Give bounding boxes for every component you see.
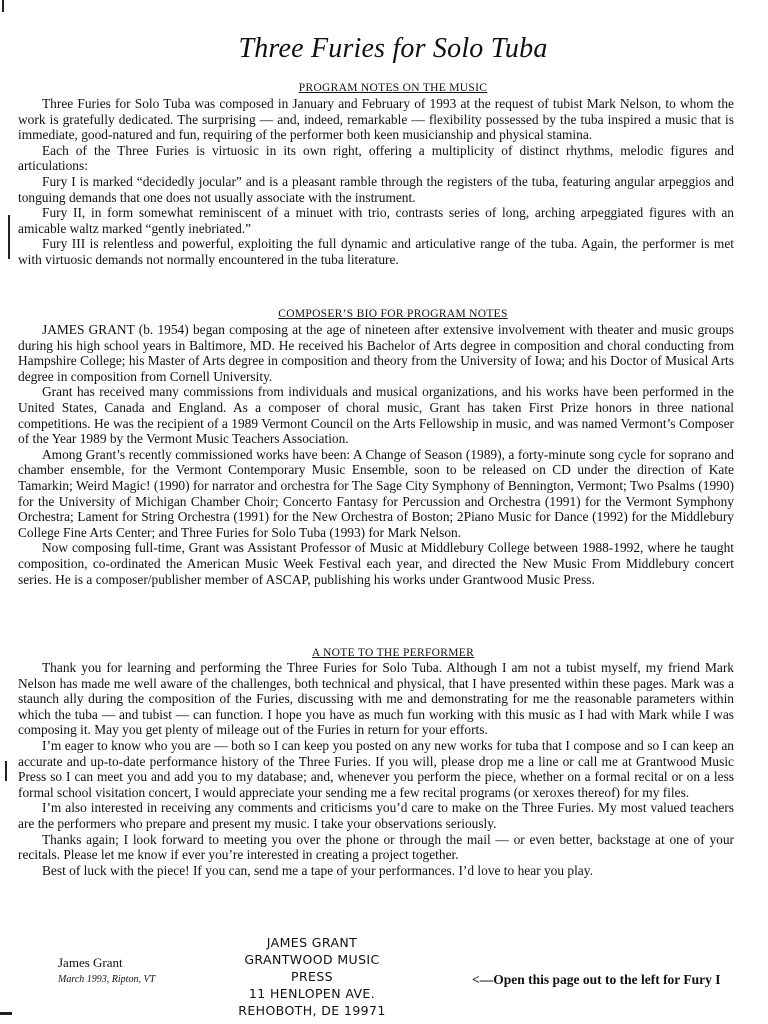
document-title: Three Furies for Solo Tuba — [238, 33, 548, 64]
bio-paragraph: Grant has received many commissions from individuals and musical organizations, and his works have been performed in the United States, Canada and England. As a composer of choral music, Grant has taken First Prize honors in three national competitions. He was the recipient of a 1989 Vermont Council on the Arts Fellowship in music, and was named Vermont’s Composer of the Year 1989 by the Vermont Music Teachers Association. — [18, 384, 734, 447]
stamp-line: 11 HENLOPEN AVE. — [248, 986, 376, 1001]
program-notes-heading: PROGRAM NOTES ON THE MUSIC — [298, 82, 488, 94]
open-page-note: <—Open this page out to the left for Fury I — [472, 972, 721, 987]
performer-note-paragraph: Thanks again; I look forward to meeting you over the phone or through the mail — or even better, backstage at one of your recitals. Please let me know if ever you’re interested in creating a project together. — [18, 831, 734, 863]
binding-mark — [2, 0, 4, 12]
program-notes-paragraph: Three Furies for Solo Tuba was composed in January and February of 1993 at the request of tubist Mark Nelson, to whom the work is gratefully dedicated. The surprising — and, indeed, remarkable — flexibility possessed by the tuba inspired a music that is immediate, good-natured and fun, requiring of the performer both keen musicianship and physical stamina. — [18, 96, 734, 143]
performer-note-paragraph: Thank you for learning and performing the Three Furies for Solo Tuba. Although I am not a tubist myself, my friend Mark Nelson has made me well aware of the challenges, both technical and physical, that I have presented within these pages. Mark was a staunch ally during the composition of the Furies, discussing with me and demonstrating for me the reasonable parameters within which the tuba — and tubist — can function. I hope you have as much fun working with this music as I had with Mark while I was composing it. May you get plenty of mileage out of the Furies in return for your efforts. — [18, 660, 734, 738]
bio-paragraph: Among Grant’s recently commissioned works have been: A Change of Season (1989), a forty-minute song cycle for soprano and chamber ensemble, for the Vermont Contemporary Music Ensemble, soon to be released on CD under the direction of Kate Tamarkin; Weird Magic! (1990) for narrator and orchestra for The Sage City Symphony of Bennington, Vermont; Two Psalms (1990) for the University of Michigan Chamber Choir; Concerto Fantasy for Percussion and Orchestra (1991) for the Vermont Symphony Orchestra; Lament for String Orchestra (1991) for the New Orchestra of Boston; 2Piano Music for Dance (1992) for the Middlebury College Fine Arts Center; and Three Furies for Solo Tuba (1993) for Mark Nelson. — [18, 446, 734, 540]
binding-mark — [8, 215, 10, 259]
bio-paragraph: JAMES GRANT (b. 1954) began composing at the age of nineteen after extensive involvement with theater and music groups during his high school years in Baltimore, MD. He received his Bachelor of Arts degree in composition and choral conducting from Hampshire College; his Master of Arts degree in composition and theory from the University of Iowa; and his Doctor of Musical Arts degree in composition from Cornell University. — [18, 322, 734, 384]
stamp-line: REHOBOTH, DE 19971 — [238, 1003, 386, 1018]
program-notes-paragraph: Fury II, in form somewhat reminiscent of a minuet with trio, contrasts series of long, arching arpeggiated figures with an amicable waltz marked “gently inebriated.” — [18, 205, 734, 236]
performer-note-section — [18, 660, 734, 878]
performer-note-paragraph: I’m eager to know who you are — both so I can keep you posted on any new works for tuba that I compose and so I can keep an accurate and up-to-date performance history of the Three Furies. If you will, please drop me a line or call me at Grantwood Music Press so I can meet you and add you to my database; and, whenever you perform the piece, whether on a formal recital or on a less formal school visitation concert, I would appreciate your sending me a few recital programs (or xeroxes thereof) for my files. — [18, 737, 734, 800]
publisher-stamp — [223, 934, 401, 1019]
signature-block — [58, 955, 155, 985]
performer-note-paragraph: Best of luck with the piece! If you can, send me a tape of your performances. I’d love to hear you play. — [42, 862, 593, 878]
signature-date: March 1993, Ripton, VT — [58, 974, 156, 985]
stamp-line: GRANTWOOD MUSIC PRESS — [244, 952, 380, 984]
binding-mark — [5, 761, 7, 781]
stamp-line: JAMES GRANT — [266, 935, 358, 950]
program-notes-paragraph: Fury III is relentless and powerful, exploiting the full dynamic and articulative range of the tuba. Again, the performer is met with virtuosic demands not normally encountered in the tuba literature. — [18, 236, 734, 267]
binding-mark — [0, 1012, 12, 1015]
signature-name: James Grant — [58, 955, 123, 970]
bio-paragraph: Now composing full-time, Grant was Assistant Professor of Music at Middlebury College between 1988-1992, where he taught composition, co-ordinated the American Music Week Festival each year, and directed the New Music From Middlebury concert series. He is a composer/publisher member of ASCAP, publishing his works under Grantwood Music Press. — [18, 540, 734, 587]
performer-note-paragraph: I’m also interested in receiving any comments and criticisms you’d care to make on the Three Furies. My most valued teachers are the performers who prepare and present my music. I take your observations seriously. — [18, 800, 734, 831]
program-notes-paragraph: Fury I is marked “decidedly jocular” and is a pleasant ramble through the registers of the tuba, featuring angular arpeggios and tonguing demands that one does not usually associate with the instrument. — [18, 173, 734, 205]
bio-section — [18, 322, 734, 587]
bio-heading: COMPOSER’S BIO FOR PROGRAM NOTES — [278, 308, 508, 320]
performer-note-heading: A NOTE TO THE PERFORMER — [311, 647, 475, 659]
program-notes-paragraph: Each of the Three Furies is virtuosic in its own right, offering a multiplicity of distinct rhythms, melodic figures and articulations: — [18, 142, 734, 174]
program-notes-section — [18, 96, 734, 268]
